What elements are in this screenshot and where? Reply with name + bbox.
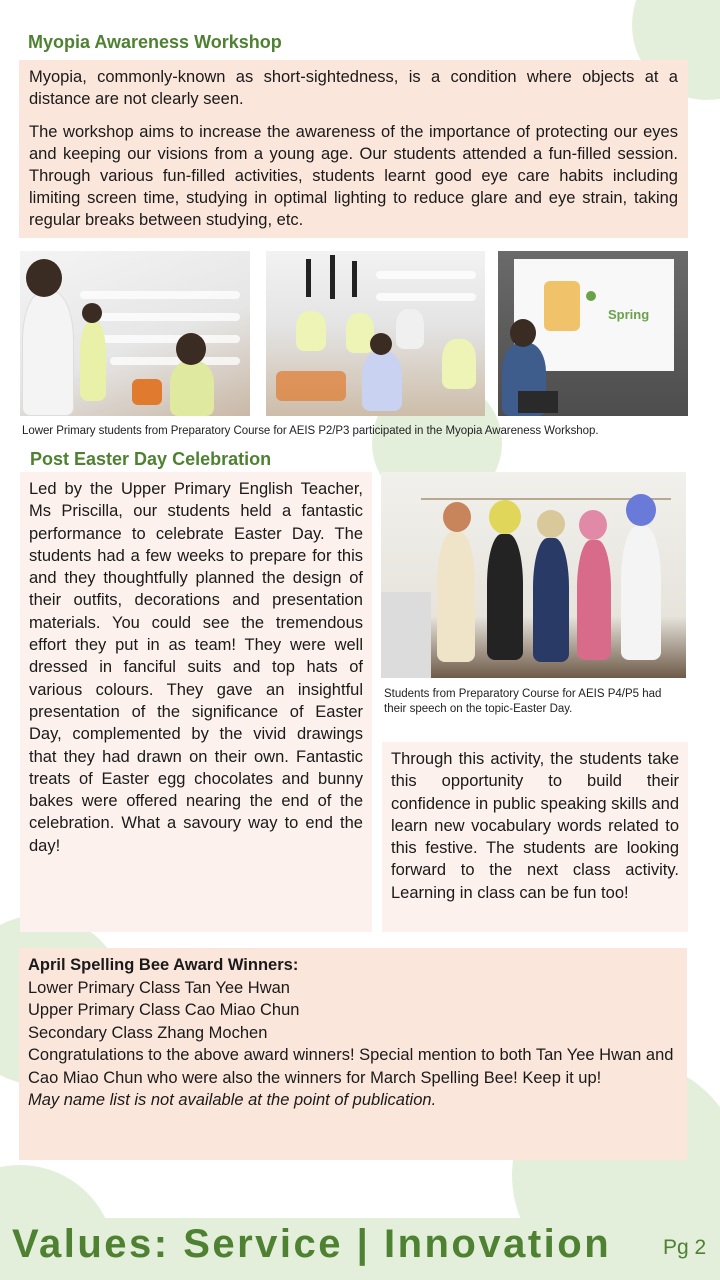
winner-upper-primary: Upper Primary Class Cao Miao Chun <box>28 1001 300 1019</box>
through-activity-paragraph: Through this activity, the students take this opportunity to build their confidence in public speaking skills and learn new vocabulary words related to this festive. The students are looking forward to the next class activity. Learning in class can be fun too! <box>391 750 680 902</box>
myopia-paragraph-2: The workshop aims to increase the awareness of the importance of protecting our eyes and keeping our visions from a young age. Our students attended a fun-filled session. Through various fun-filled activities, students learnt good eye care habits including limiting screen time, studying in optimal lighting to reduce glare and eye strain, taking regular breaks between studying, etc. <box>29 123 678 229</box>
easter-text-box <box>20 472 372 932</box>
publication-note: May name list is not available at the point of publication. <box>28 1091 437 1109</box>
myopia-paragraph-1: Myopia, commonly-known as short-sightedness, is a condition where objects at a distance are not clearly seen. <box>29 68 678 108</box>
myopia-text-box <box>19 60 688 238</box>
myopia-photo-caption: Lower Primary students from Preparatory Course for AEIS P2/P3 participated in the Myopia Awareness Workshop. <box>22 425 599 437</box>
winner-lower-primary: Lower Primary Class Tan Yee Hwan <box>28 978 290 997</box>
congratulations-text: Congratulations to the above award winners! Special mention to both Tan Yee Hwan and Cao Miao Chun who were also the winners for March Spelling Bee! Keep it up! <box>28 1046 674 1087</box>
easter-photo-caption: Students from Preparatory Course for AEIS P4/P5 had their speech on the topic-Easter Day. <box>384 688 662 715</box>
through-activity-box <box>382 742 688 932</box>
spelling-bee-title: April Spelling Bee Award Winners: <box>28 956 299 974</box>
myopia-heading: Myopia Awareness Workshop <box>28 32 282 52</box>
slide-brand-text: Spring <box>608 307 650 322</box>
footer-values: Values: Service | Innovation <box>12 1222 612 1266</box>
easter-paragraph: Led by the Upper Primary English Teacher, Ms Priscilla, our students held a fantastic performance to celebrate Easter Day. The students had a few weeks to prepare for this and they thoughtfully planned the design of their outfits, decorations and presentation materials. You could see the tremendous effort they put in as team! They were well dressed in fanciful suits and top hats of various colours. They gave an insightful presentation of the significance of Easter Day, complemented by the vivid drawings that they had drawn on their own. Fantastic treats of Easter egg chocolates and bunny bakes were offered nearing the end of the celebration. What a savoury way to end the day! <box>29 480 363 855</box>
easter-heading: Post Easter Day Celebration <box>30 449 272 469</box>
page-number: Pg 2 <box>663 1236 707 1259</box>
workshop-photo-classroom-center <box>266 251 485 416</box>
workshop-photo-presentation <box>498 251 688 416</box>
winner-secondary: Secondary Class Zhang Mochen <box>28 1023 268 1042</box>
workshop-photo-classroom-left <box>20 251 250 416</box>
spelling-bee-box <box>19 948 687 1160</box>
easter-photo-students <box>381 472 686 678</box>
